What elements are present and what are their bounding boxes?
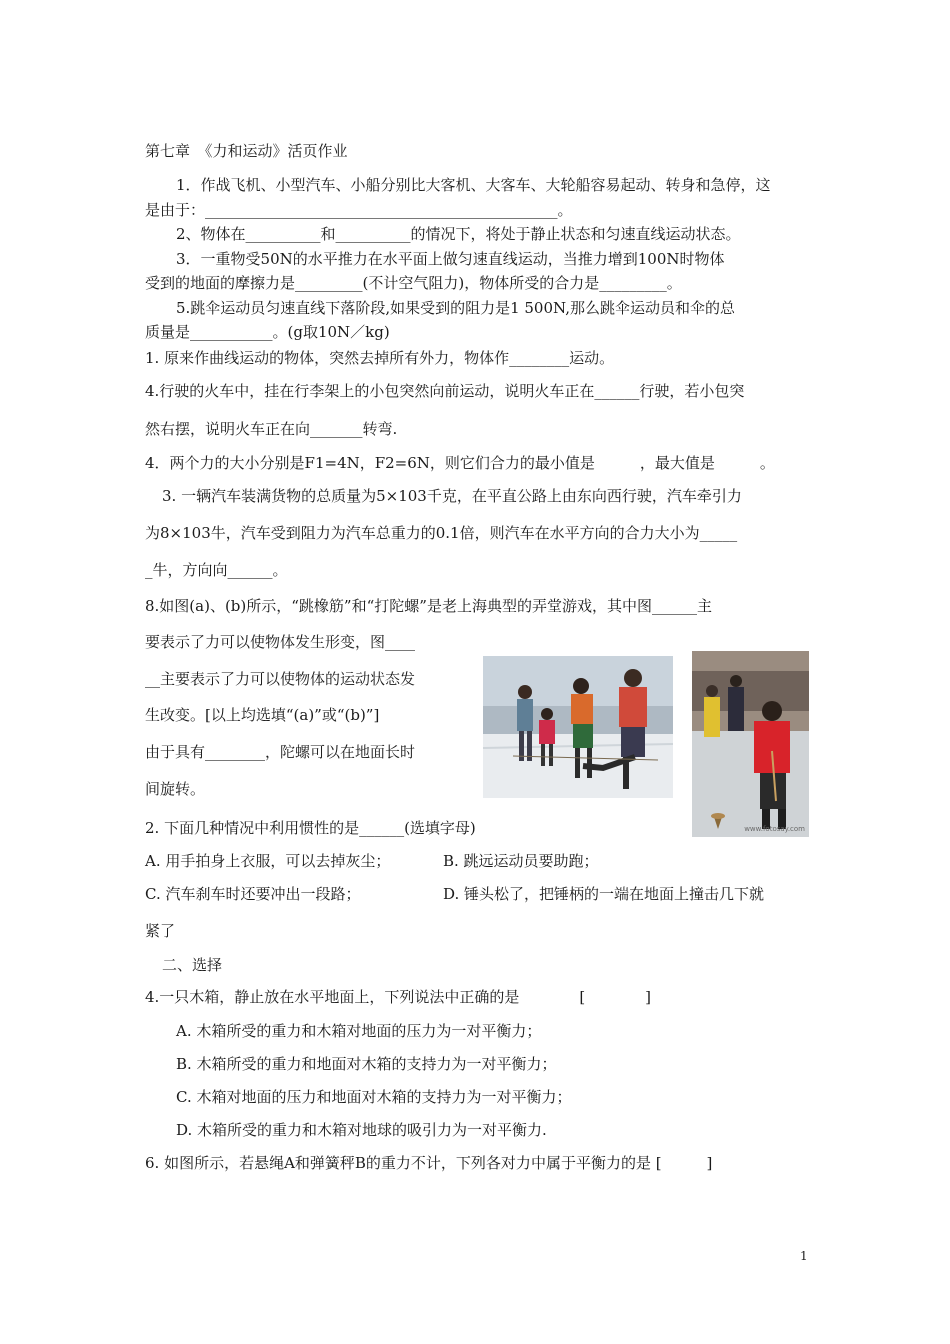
q-train-line-1: 4.行驶的火车中，挂在行李架上的小包突然向前运动，说明火车正在______行驶，若小包突 xyxy=(145,382,745,400)
q4-option-d: D. 木箱所受的重力和木箱对地球的吸引力为一对平衡力. xyxy=(176,1121,547,1139)
q2-line: 2、物体在__________和__________的情况下，将处于静止状态和匀速直线运动状态。 xyxy=(176,225,741,243)
q-train-line-2: 然右摆，说明火车正在向_______转弯. xyxy=(145,420,398,438)
q8-line-2: 要表示了力可以使物体发生形变，图____ xyxy=(145,633,416,651)
q8-line-5: 由于具有________，陀螺可以在地面长时 xyxy=(145,743,416,761)
q5-line-1: 5.跳伞运动员匀速直线下落阶段,如果受到的阻力是1 500N,那么跳伞运动员和伞的总 xyxy=(176,299,735,317)
photo-b-spinning-top xyxy=(692,651,809,837)
q8-line-6: 间旋转。 xyxy=(145,780,206,798)
q-car-line-3: _牛，方向向______。 xyxy=(145,561,288,579)
q5-line-2: 质量是___________。(g取10N／kg) xyxy=(145,323,390,341)
q8-line-4: 生改变。[以上均选填“(a)”或“(b)”] xyxy=(145,706,380,724)
photo-a-rubber-band-skipping xyxy=(483,656,673,798)
q3-line-2: 受到的地面的摩擦力是_________(不计空气阻力)，物体所受的合力是_________。 xyxy=(145,274,682,292)
q-inertia-option-b: B. 跳远运动员要助跑； xyxy=(443,852,599,870)
q-force-line: 4．两个力的大小分别是F1=4N，F2=6N，则它们合力的最小值是 ，最大值是 。 xyxy=(145,454,775,472)
q1-line-2: 是由于：_______________________________________________。 xyxy=(145,201,573,219)
q8-line-1: 8.如图(a)、(b)所示，“跳橡筋”和“打陀螺”是老上海典型的弄堂游戏，其中图______主 xyxy=(145,597,712,615)
q8-line-3: __主要表示了力可以使物体的运动状态发 xyxy=(145,670,416,688)
q6-line: 6. 如图所示，若悬绳A和弹簧秤B的重力不计，下列各对力中属于平衡力的是 [ ] xyxy=(145,1154,713,1172)
q-car-line-2: 为8×103牛，汽车受到阻力为汽车总重力的0.1倍，则汽车在水平方向的合力大小为_____ xyxy=(145,524,738,542)
q4-option-c: C. 木箱对地面的压力和地面对木箱的支持力为一对平衡力； xyxy=(176,1088,572,1106)
photo-watermark: www.fotosay.com xyxy=(744,825,805,833)
q-car-line-1: 3. 一辆汽车装满货物的总质量为5×103千克，在平直公路上由东向西行驶，汽车牵引力 xyxy=(162,487,742,505)
q-inertia-option-a: A. 用手拍身上衣服，可以去掉灰尘； xyxy=(145,852,391,870)
q4-option-a: A. 木箱所受的重力和木箱对地面的压力为一对平衡力； xyxy=(176,1022,542,1040)
q-curve-line: 1. 原来作曲线运动的物体，突然去掉所有外力，物体作________运动。 xyxy=(145,349,615,367)
q4-box-question: 4.一只木箱，静止放在水平地面上，下列说法中正确的是 [ ] xyxy=(145,988,652,1006)
document-title: 第七章 《力和运动》活页作业 xyxy=(145,142,348,160)
q-inertia-option-d-cont: 紧了 xyxy=(145,922,176,940)
q-inertia-line: 2. 下面几种情况中利用惯性的是______(选填字母) xyxy=(145,819,476,837)
page-number: 1 xyxy=(800,1249,808,1263)
q-inertia-option-c: C. 汽车刹车时还要冲出一段路； xyxy=(145,885,361,903)
q-inertia-option-d: D. 锤头松了，把锤柄的一端在地面上撞击几下就 xyxy=(443,885,765,903)
q4-option-b: B. 木箱所受的重力和地面对木箱的支持力为一对平衡力； xyxy=(176,1055,557,1073)
q1-line-1: 1．作战飞机、小型汽车、小船分别比大客机、大客车、大轮船容易起动、转身和急停，这 xyxy=(176,176,771,194)
q3-line-1: 3．一重物受50N的水平推力在水平面上做匀速直线运动，当推力增到100N时物体 xyxy=(176,250,725,268)
section-choice-heading: 二、选择 xyxy=(162,956,223,974)
